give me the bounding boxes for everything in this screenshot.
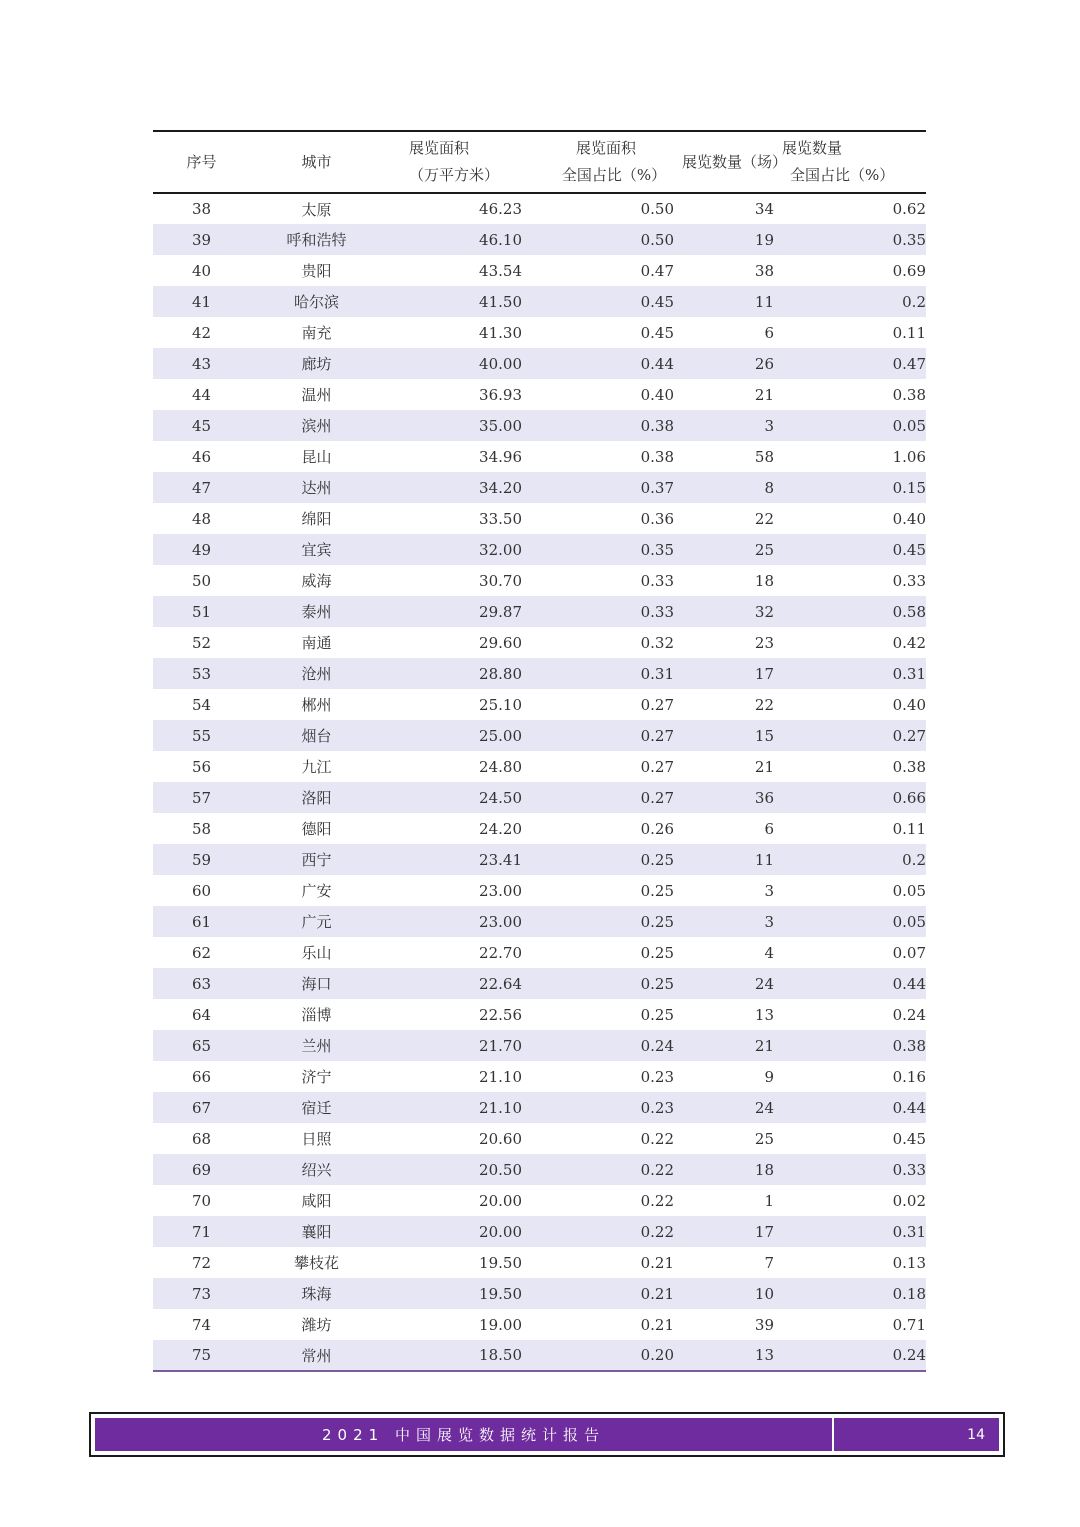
- cell-area-share: 0.27: [530, 782, 682, 813]
- table-row: [153, 968, 926, 999]
- cell-city: 达州: [250, 472, 383, 503]
- cell-exhibition-area: 21.10: [479, 1067, 522, 1086]
- footer-report-title: 2021 中国展览数据统计报告: [95, 1418, 834, 1451]
- cell-count-share: 0.16: [892, 1067, 926, 1086]
- cell-area-share: 0.25: [640, 943, 674, 962]
- table-row: [153, 782, 926, 813]
- table-row: [153, 503, 926, 534]
- table-row: [153, 1247, 926, 1278]
- cell-exhibition-area: 24.50: [383, 782, 530, 813]
- cell-index: 50: [191, 571, 212, 590]
- cell-count-share: 0.38: [892, 757, 926, 776]
- table-row: [153, 596, 926, 627]
- cell-exhibition-count: 15: [682, 720, 782, 751]
- cell-count-share: 0.69: [892, 261, 926, 280]
- cell-area-share: 0.32: [640, 633, 674, 652]
- cell-exhibition-area: 46.23: [479, 200, 522, 218]
- cell-count-share: 0.62: [892, 200, 926, 218]
- cell-index: 59: [153, 844, 250, 875]
- cell-exhibition-area: 33.50: [479, 509, 522, 528]
- cell-count-share: 0.40: [892, 509, 926, 528]
- cell-city: 珠海: [250, 1278, 383, 1309]
- cell-city: 烟台: [250, 720, 383, 751]
- cell-area-share: 0.27: [640, 757, 674, 776]
- cell-count-share: 0.45: [782, 534, 926, 565]
- cell-exhibition-count: 6: [764, 323, 774, 342]
- cell-exhibition-area: 19.50: [383, 1278, 530, 1309]
- cell-area-share: 0.50: [530, 224, 682, 255]
- cell-area-share: 0.21: [530, 1278, 682, 1309]
- table-row: [153, 1278, 926, 1309]
- table-row: [153, 379, 926, 410]
- table-row: [153, 1340, 926, 1371]
- cell-exhibition-area: 41.50: [383, 286, 530, 317]
- cell-exhibition-area: 30.70: [479, 571, 522, 590]
- cell-index: 66: [191, 1067, 212, 1086]
- cell-index: 56: [191, 757, 212, 776]
- table-row: [153, 1185, 926, 1216]
- cell-count-share: 0.31: [782, 658, 926, 689]
- cell-exhibition-area: 20.00: [479, 1191, 522, 1210]
- header-area-share: [530, 131, 682, 193]
- cell-count-share: 0.27: [782, 720, 926, 751]
- table-row: [153, 193, 926, 224]
- cell-index: 39: [153, 224, 250, 255]
- cell-area-share: 0.21: [640, 1253, 674, 1272]
- table-row: [153, 658, 926, 689]
- table-row: [153, 1154, 926, 1185]
- cell-count-share: 0.45: [892, 1129, 926, 1148]
- cell-index: 75: [153, 1340, 250, 1371]
- header-count-share: [782, 131, 926, 193]
- cell-city: 西宁: [250, 844, 383, 875]
- table-row: [153, 906, 926, 937]
- cell-count-share: 0.02: [892, 1191, 926, 1210]
- table-row: [153, 1309, 926, 1340]
- footer-band: [95, 1418, 999, 1451]
- cell-exhibition-count: 22: [754, 509, 774, 528]
- cell-city: 兰州: [250, 1030, 383, 1061]
- cell-area-share: 0.22: [640, 1129, 674, 1148]
- header-exhibition-count: 展览数量（场）: [682, 131, 782, 193]
- cell-index: 62: [191, 943, 212, 962]
- cell-city: 宜宾: [250, 534, 383, 565]
- cell-index: 74: [191, 1315, 212, 1334]
- cell-index: 70: [191, 1191, 212, 1210]
- cell-exhibition-area: 21.70: [383, 1030, 530, 1061]
- cell-exhibition-count: 17: [682, 658, 782, 689]
- cell-exhibition-count: 58: [754, 447, 774, 466]
- cell-exhibition-area: 24.80: [479, 757, 522, 776]
- header-area-share-line1: 展览面积: [575, 139, 636, 157]
- cell-count-share: 0.47: [782, 348, 926, 379]
- cell-exhibition-count: 3: [764, 881, 774, 900]
- table-row: [153, 813, 926, 844]
- cell-exhibition-count: 32: [682, 596, 782, 627]
- cell-count-share: 1.06: [892, 447, 926, 466]
- cell-index: 68: [191, 1129, 212, 1148]
- cell-count-share: 0.05: [782, 410, 926, 441]
- cell-area-share: 0.25: [530, 968, 682, 999]
- cell-index: 67: [153, 1092, 250, 1123]
- cell-exhibition-count: 23: [754, 633, 774, 652]
- cell-area-share: 0.45: [530, 286, 682, 317]
- table-row: [153, 999, 926, 1030]
- cell-count-share: 0.38: [782, 1030, 926, 1061]
- cell-exhibition-area: 20.60: [479, 1129, 522, 1148]
- cell-count-share: 0.35: [782, 224, 926, 255]
- cell-exhibition-area: 23.00: [383, 906, 530, 937]
- cell-exhibition-count: 11: [682, 286, 782, 317]
- cell-exhibition-area: 22.56: [479, 1005, 522, 1024]
- cell-area-share: 0.38: [530, 410, 682, 441]
- table-row: [153, 720, 926, 751]
- cell-exhibition-area: 20.50: [383, 1154, 530, 1185]
- cell-exhibition-count: 21: [754, 757, 774, 776]
- cell-index: 57: [153, 782, 250, 813]
- table-row: [153, 1061, 926, 1092]
- cell-index: 44: [191, 385, 212, 404]
- cell-area-share: 0.38: [640, 447, 674, 466]
- cell-count-share: 0.38: [892, 385, 926, 404]
- cell-city: 贵阳: [301, 262, 332, 280]
- cell-area-share: 0.25: [640, 1005, 674, 1024]
- header-count-share-line2: 全国占比（%）: [790, 166, 895, 184]
- cell-index: 53: [153, 658, 250, 689]
- cell-city: 沧州: [250, 658, 383, 689]
- cell-count-share: 0.44: [782, 968, 926, 999]
- cell-exhibition-area: 46.10: [383, 224, 530, 255]
- cell-index: 65: [153, 1030, 250, 1061]
- cell-city: 昆山: [301, 448, 332, 466]
- cell-exhibition-area: 41.30: [479, 323, 522, 342]
- cell-exhibition-count: 3: [682, 410, 782, 441]
- cell-area-share: 0.35: [530, 534, 682, 565]
- cell-count-share: 0.05: [892, 881, 926, 900]
- cell-count-share: 0.58: [782, 596, 926, 627]
- cell-index: 73: [153, 1278, 250, 1309]
- cell-city: 威海: [301, 572, 332, 590]
- header-count-share-line1: 展览数量: [782, 139, 843, 157]
- cell-city: 泰州: [250, 596, 383, 627]
- table-row: [153, 751, 926, 782]
- cell-city: 咸阳: [301, 1192, 332, 1210]
- cell-count-share: 0.2: [782, 286, 926, 317]
- cell-exhibition-area: 22.70: [479, 943, 522, 962]
- cell-index: 60: [191, 881, 212, 900]
- cell-index: 69: [153, 1154, 250, 1185]
- cell-exhibition-area: 29.87: [383, 596, 530, 627]
- header-area-share-line2: 全国占比（%）: [561, 166, 667, 184]
- cell-city: 广安: [301, 882, 332, 900]
- table-row: [153, 224, 926, 255]
- cell-area-share: 0.26: [640, 819, 674, 838]
- cell-exhibition-area: 23.00: [479, 881, 522, 900]
- cell-index: 58: [191, 819, 212, 838]
- cell-exhibition-area: 32.00: [383, 534, 530, 565]
- cell-exhibition-count: 34: [754, 200, 774, 218]
- cell-city: 南通: [301, 634, 332, 652]
- table-row: [153, 441, 926, 472]
- table-row: [153, 410, 926, 441]
- cell-count-share: 0.33: [892, 571, 926, 590]
- cell-exhibition-area: 20.00: [383, 1216, 530, 1247]
- cell-city: 潍坊: [301, 1316, 332, 1334]
- cell-area-share: 0.27: [640, 695, 674, 714]
- cell-exhibition-count: 36: [682, 782, 782, 813]
- cell-city: 太原: [301, 200, 332, 219]
- cell-area-share: 0.22: [640, 1191, 674, 1210]
- cell-city: 呼和浩特: [250, 224, 383, 255]
- cell-exhibition-count: 25: [754, 1129, 774, 1148]
- table-body: [153, 193, 926, 1371]
- cell-exhibition-area: 34.96: [479, 447, 522, 466]
- cell-exhibition-count: 4: [764, 943, 774, 962]
- header-exhibition-area-line1: 展览面积: [409, 139, 470, 157]
- cell-index: 43: [153, 348, 250, 379]
- cell-count-share: 0.18: [782, 1278, 926, 1309]
- cell-exhibition-count: 38: [754, 261, 774, 280]
- header-city: 城市: [250, 131, 383, 193]
- cell-count-share: 0.11: [892, 323, 926, 342]
- table-row: [153, 348, 926, 379]
- cell-area-share: 0.23: [640, 1067, 674, 1086]
- cell-exhibition-area: 35.00: [383, 410, 530, 441]
- cell-area-share: 0.25: [640, 881, 674, 900]
- cell-area-share: 0.37: [530, 472, 682, 503]
- table-row: [153, 875, 926, 906]
- cell-area-share: 0.21: [640, 1315, 674, 1334]
- cell-area-share: 0.33: [640, 571, 674, 590]
- cell-city: 九江: [301, 758, 332, 776]
- header-exhibition-area-line2: （万平方米）: [409, 166, 500, 184]
- cell-exhibition-count: 8: [682, 472, 782, 503]
- cell-city: 广元: [250, 906, 383, 937]
- cell-exhibition-area: 43.54: [479, 261, 522, 280]
- cell-exhibition-count: 39: [754, 1315, 774, 1334]
- cell-area-share: 0.25: [530, 844, 682, 875]
- cell-exhibition-area: 28.80: [383, 658, 530, 689]
- cell-area-share: 0.25: [530, 906, 682, 937]
- cell-exhibition-count: 22: [754, 695, 774, 714]
- cell-exhibition-count: 25: [682, 534, 782, 565]
- table-row: [153, 937, 926, 968]
- cell-count-share: 0.07: [892, 943, 926, 962]
- cell-city: 郴州: [301, 696, 332, 714]
- cell-count-share: 0.2: [782, 844, 926, 875]
- page-number: 14: [967, 1426, 985, 1443]
- cell-index: 46: [191, 447, 212, 466]
- cell-area-share: 0.45: [640, 323, 674, 342]
- cell-city: 常州: [250, 1340, 383, 1371]
- table-row: [153, 472, 926, 503]
- cell-exhibition-count: 13: [754, 1005, 774, 1024]
- cell-index: 54: [191, 695, 212, 714]
- cell-count-share: 0.24: [892, 1005, 926, 1024]
- cell-area-share: 0.24: [530, 1030, 682, 1061]
- cell-exhibition-count: 24: [682, 968, 782, 999]
- table-row: [153, 255, 926, 286]
- cell-exhibition-area: 36.93: [479, 385, 522, 404]
- cell-index: 49: [153, 534, 250, 565]
- table-row: [153, 565, 926, 596]
- cell-exhibition-count: 26: [682, 348, 782, 379]
- cell-exhibition-count: 18: [682, 1154, 782, 1185]
- table-row: [153, 1030, 926, 1061]
- cell-count-share: 0.40: [892, 695, 926, 714]
- cell-city: 滨州: [250, 410, 383, 441]
- table-row: [153, 844, 926, 875]
- cell-exhibition-area: 25.10: [479, 695, 522, 714]
- cell-area-share: 0.50: [640, 200, 674, 218]
- cell-count-share: 0.13: [892, 1253, 926, 1272]
- cell-area-share: 0.20: [530, 1340, 682, 1371]
- cell-city: 襄阳: [250, 1216, 383, 1247]
- cell-city: 洛阳: [250, 782, 383, 813]
- cell-city: 淄博: [301, 1006, 332, 1024]
- cell-city: 济宁: [301, 1068, 332, 1086]
- cell-exhibition-count: 18: [754, 571, 774, 590]
- cell-index: 38: [191, 200, 212, 218]
- cell-exhibition-area: 34.20: [383, 472, 530, 503]
- cell-index: 45: [153, 410, 250, 441]
- table-header: [153, 131, 926, 193]
- cell-city: 日照: [301, 1130, 332, 1148]
- cell-index: 51: [153, 596, 250, 627]
- cell-area-share: 0.22: [530, 1216, 682, 1247]
- cell-city: 德阳: [301, 820, 332, 838]
- cell-city: 哈尔滨: [250, 286, 383, 317]
- cell-count-share: 0.44: [782, 1092, 926, 1123]
- cell-area-share: 0.22: [530, 1154, 682, 1185]
- cell-index: 42: [191, 323, 212, 342]
- page-footer: [89, 1412, 1005, 1457]
- cell-city: 廊坊: [250, 348, 383, 379]
- table-row: [153, 1216, 926, 1247]
- cell-count-share: 0.11: [892, 819, 926, 838]
- cell-area-share: 0.27: [530, 720, 682, 751]
- cell-city: 南充: [301, 324, 332, 342]
- cell-exhibition-count: 21: [754, 385, 774, 404]
- cell-count-share: 0.24: [782, 1340, 926, 1371]
- cell-count-share: 0.66: [782, 782, 926, 813]
- cell-area-share: 0.40: [640, 385, 674, 404]
- cell-exhibition-area: 19.00: [479, 1315, 522, 1334]
- cell-exhibition-area: 18.50: [383, 1340, 530, 1371]
- cell-city: 宿迁: [250, 1092, 383, 1123]
- cell-city: 温州: [301, 386, 332, 404]
- cell-exhibition-count: 7: [764, 1253, 774, 1272]
- cell-count-share: 0.15: [782, 472, 926, 503]
- cell-exhibition-count: 19: [682, 224, 782, 255]
- cell-index: 48: [191, 509, 212, 528]
- cell-exhibition-area: 21.10: [383, 1092, 530, 1123]
- table-row: [153, 317, 926, 348]
- cell-exhibition-count: 9: [764, 1067, 774, 1086]
- cell-exhibition-area: 24.20: [479, 819, 522, 838]
- cell-index: 71: [153, 1216, 250, 1247]
- cell-area-share: 0.33: [530, 596, 682, 627]
- cell-exhibition-count: 10: [682, 1278, 782, 1309]
- cell-exhibition-count: 1: [764, 1191, 774, 1210]
- table-row: [153, 534, 926, 565]
- cell-city: 乐山: [301, 944, 332, 962]
- cell-area-share: 0.23: [530, 1092, 682, 1123]
- cell-area-share: 0.36: [640, 509, 674, 528]
- cell-city: 攀枝花: [293, 1254, 339, 1272]
- cell-exhibition-count: 21: [682, 1030, 782, 1061]
- cell-count-share: 0.05: [782, 906, 926, 937]
- cell-exhibition-area: 23.41: [383, 844, 530, 875]
- cell-index: 61: [153, 906, 250, 937]
- cell-exhibition-count: 11: [682, 844, 782, 875]
- cell-index: 40: [191, 261, 212, 280]
- cell-area-share: 0.44: [530, 348, 682, 379]
- table-row: [153, 689, 926, 720]
- cell-city: 绍兴: [250, 1154, 383, 1185]
- cell-index: 41: [153, 286, 250, 317]
- city-exhibition-table: [153, 130, 926, 1372]
- header-index: 序号: [153, 131, 250, 193]
- cell-city: 绵阳: [301, 510, 332, 528]
- cell-count-share: 0.42: [892, 633, 926, 652]
- cell-index: 52: [191, 633, 212, 652]
- cell-exhibition-area: 22.64: [383, 968, 530, 999]
- cell-exhibition-area: 40.00: [383, 348, 530, 379]
- table-row: [153, 627, 926, 658]
- cell-exhibition-count: 6: [764, 819, 774, 838]
- cell-exhibition-area: 29.60: [479, 633, 522, 652]
- header-exhibition-area: [383, 131, 530, 193]
- cell-index: 63: [153, 968, 250, 999]
- cell-exhibition-area: 19.50: [479, 1253, 522, 1272]
- cell-exhibition-count: 24: [682, 1092, 782, 1123]
- cell-index: 55: [153, 720, 250, 751]
- cell-index: 72: [191, 1253, 212, 1272]
- cell-exhibition-count: 17: [682, 1216, 782, 1247]
- cell-index: 47: [153, 472, 250, 503]
- table-row: [153, 1092, 926, 1123]
- table-row: [153, 286, 926, 317]
- cell-city: 海口: [250, 968, 383, 999]
- table-row: [153, 1123, 926, 1154]
- cell-count-share: 0.71: [892, 1315, 926, 1334]
- cell-exhibition-count: 3: [682, 906, 782, 937]
- cell-exhibition-count: 13: [682, 1340, 782, 1371]
- cell-count-share: 0.33: [782, 1154, 926, 1185]
- cell-area-share: 0.47: [640, 261, 674, 280]
- cell-count-share: 0.31: [782, 1216, 926, 1247]
- cell-index: 64: [191, 1005, 212, 1024]
- cell-area-share: 0.31: [530, 658, 682, 689]
- cell-exhibition-area: 25.00: [383, 720, 530, 751]
